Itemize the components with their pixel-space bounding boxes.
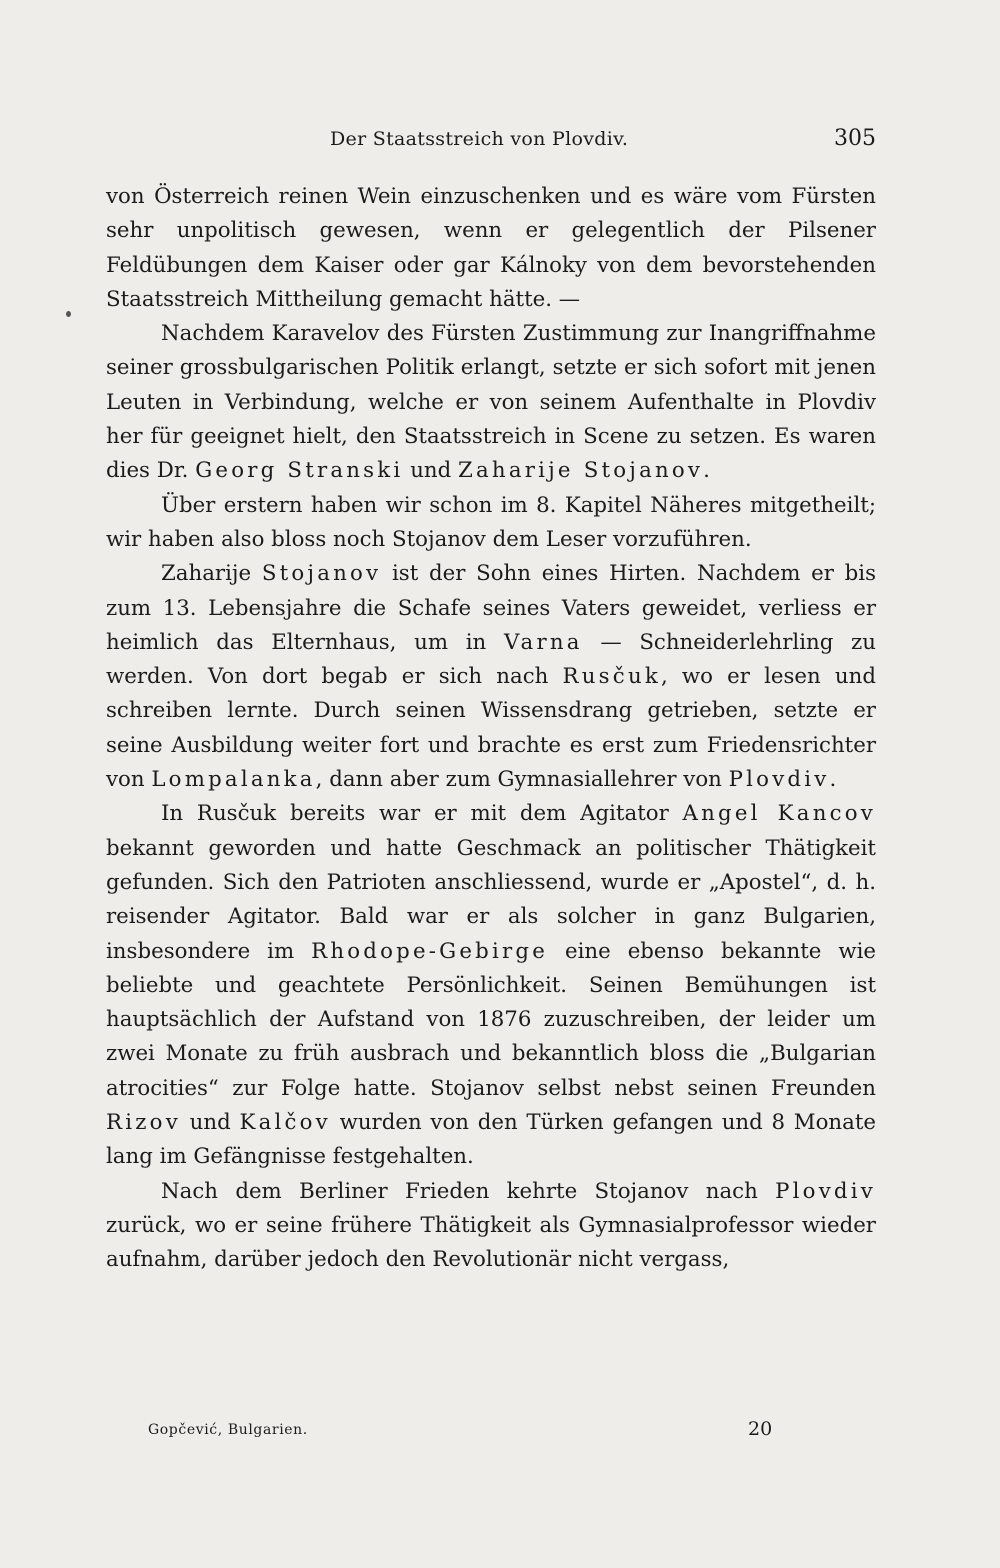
body-text <box>106 180 876 1278</box>
running-title: Der Staatsstreich von Plovdiv. <box>330 128 629 150</box>
text-run: von Österreich reinen Wein einzuschenken und es wäre vom Fürsten sehr unpolitisch gewesen, wenn er gelegentlich der Pilsener Feldübungen dem Kaiser oder gar Kálnoky von dem bevorstehenden Staatsstreich Mittheilung gemacht hätte. — <box>106 184 876 312</box>
text-run: wurden von den Türken gefangen und 8 Monate lang im Gefängnisse festgehalten. <box>106 1110 876 1170</box>
text-run: Zaharije <box>161 561 262 587</box>
text-run: — Schneiderlehrling zu werden. Von dort begab er sich nach <box>106 629 876 690</box>
spaced-name: Rhodope-Gebirge <box>311 938 549 964</box>
signature-line: Gopčević, Bulgarien. <box>148 1422 308 1438</box>
spaced-name: Angel Kancov <box>682 801 876 827</box>
spaced-name: Plovdiv <box>728 767 830 793</box>
paragraph <box>106 317 876 488</box>
text-run: Über erstern haben wir schon im 8. Kapitel Näheres mitgetheilt; wir haben also bloss noch Stojanov dem Leser vorzuführen. <box>106 492 876 552</box>
page-number: 305 <box>834 126 876 151</box>
paragraph <box>106 1175 876 1278</box>
running-head <box>106 126 876 160</box>
spaced-name: Georg Stranski <box>195 458 404 484</box>
ink-spot <box>66 311 71 317</box>
paragraph <box>106 180 876 317</box>
text-run: und <box>403 458 459 484</box>
text-run: In Rusčuk bereits war er mit dem Agitator <box>161 801 683 827</box>
text-run: Nach dem Berliner Frieden kehrte Stojanov nach <box>161 1178 776 1204</box>
spaced-name: Rizov <box>106 1110 181 1136</box>
text-run: Nachdem Karavelov des Fürsten Zustimmung zur Inangriffnahme seiner grossbulgarischen Politik erlangt, setzte er sich sofort mit jenen Leuten in Verbindung, welche er von seinem Aufenthalte in Plovdiv her für geeignet hielt, den Staatsstreich in Scene zu setzen. Es waren dies Dr. <box>106 321 876 484</box>
spaced-name: Rusčuk <box>562 664 661 690</box>
paragraph <box>106 557 876 797</box>
paragraph <box>106 489 876 558</box>
spaced-name: Stojanov <box>261 561 382 587</box>
text-run: ist der Sohn eines Hirten. Nachdem er bis zum 13. Lebensjahre die Schafe seines Vaters geweidet, verliess er heimlich das Elternhaus, um in <box>106 561 876 655</box>
spaced-name: Lompalanka <box>151 767 316 793</box>
text-run: . <box>829 767 837 793</box>
page-footer <box>148 1418 778 1446</box>
spaced-name: Zaharije Stojanov <box>458 458 704 484</box>
text-run: eine ebenso bekannte wie beliebte und geachtete Persönlichkeit. Seinen Bemühungen ist hauptsächlich der Aufstand von 1876 zuzuschreiben, der leider um zwei Monate zu früh ausbrach und bekanntlich bloss die „Bulgarian atrocities“ zur Folge hatte. Stojanov selbst nebst seinen Freunden <box>106 938 876 1101</box>
text-run: . <box>703 458 710 484</box>
text-run: , dann aber zum Gymnasiallehrer von <box>315 767 729 793</box>
text-run: bekannt geworden und hatte Geschmack an politischer Thätigkeit gefunden. Sich den Patrioten anschliessend, wurde er „Apostel“, d. h. reisender Agitator. Bald war er als solcher in ganz Bulgarien, insbesondere im <box>106 835 876 964</box>
text-run: und <box>180 1110 240 1136</box>
paragraph <box>106 797 876 1174</box>
spaced-name: Plovdiv <box>775 1178 876 1204</box>
text-run: zurück, wo er seine frühere Thätigkeit als Gymnasialprofessor wieder aufnahm, darüber jedoch den Revolutionär nicht vergass, <box>106 1212 876 1273</box>
signature-mark: 20 <box>748 1418 773 1440</box>
spaced-name: Kalčov <box>239 1110 331 1136</box>
text-run: , wo er lesen und schreiben lernte. Durch seinen Wissensdrang getrieben, setzte er seine Ausbildung weiter fort und brachte es erst zum Friedensrichter von <box>106 664 876 793</box>
spaced-name: Varna <box>503 629 583 655</box>
